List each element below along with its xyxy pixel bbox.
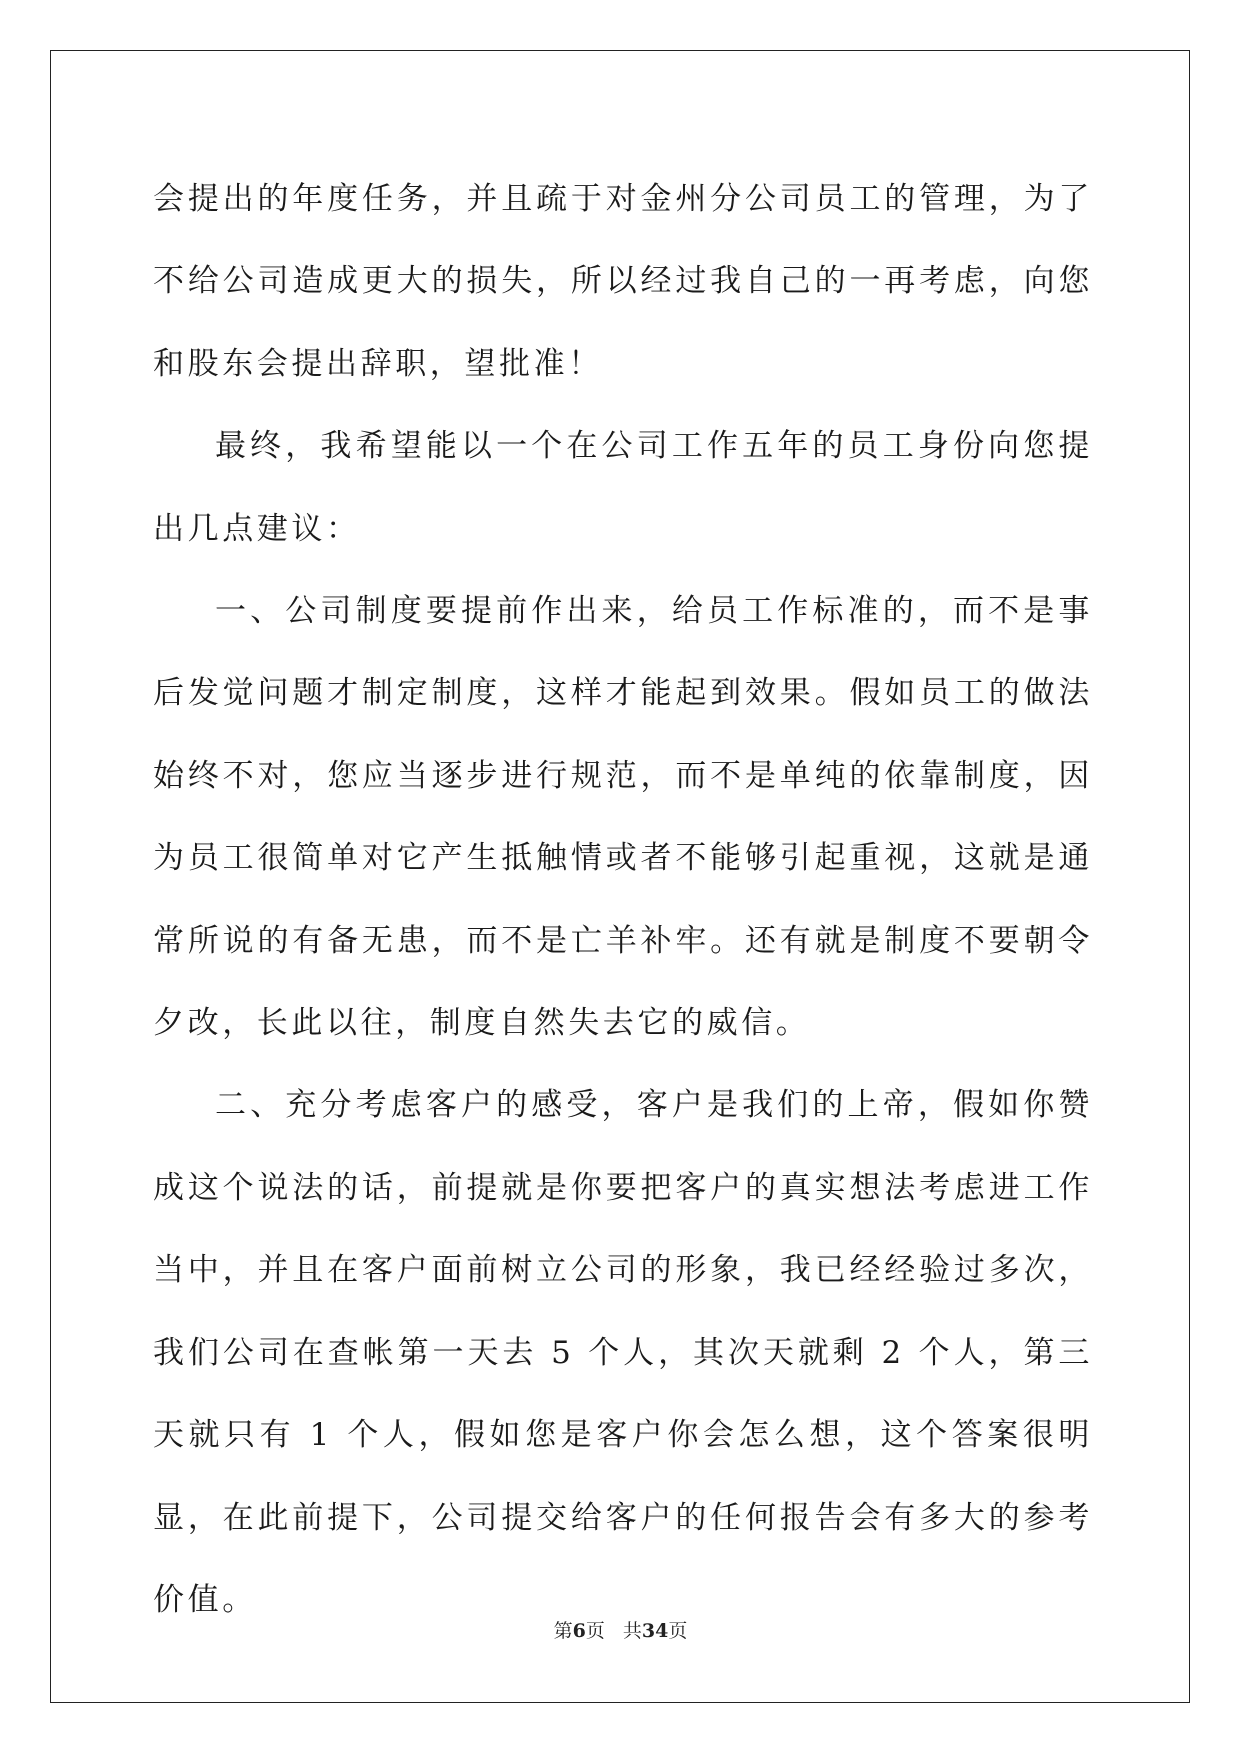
paragraph-2: 最终，我希望能以一个在公司工作五年的员工身份向您提出几点建议：: [153, 428, 1093, 547]
footer-page-prefix: 第: [553, 1620, 573, 1642]
footer-total-suffix: 页: [668, 1620, 688, 1642]
document-body: [153, 158, 1093, 1641]
footer-page-number: 6: [572, 1620, 586, 1642]
paragraph-3: 一、公司制度要提前作出来，给员工作标准的，而不是事后发觉问题才制定制度，这样才能起到效果。假如员工的做法始终不对，您应当逐步进行规范，而不是单纯的依靠制度，因为员工很简单对它产生抵触情或者不能够引起重视，这就是通常所说的有备无患，而不是亡羊补牢。还有就是制度不要朝令夕改，长此以往，制度自然失去它的威信。: [153, 593, 1093, 1042]
footer-total-pages: 34: [641, 1620, 669, 1642]
footer-total-prefix: 共: [622, 1620, 642, 1642]
page-footer: [0, 1619, 1241, 1643]
paragraph-4: 二、充分考虑客户的感受，客户是我们的上帝，假如你赞成这个说法的话，前提就是你要把客户的真实想法考虑进工作当中，并且在客户面前树立公司的形象，我已经经验过多次，我们公司在查帐第一天去 5 个人，其次天就剩 2 个人，第三天就只有 1 个人，假如您是客户你会怎么想，这个答案很明显，在此前提下，公司提交给客户的任何报告会有多大的参考价值。: [153, 1087, 1093, 1618]
paragraph-1: 会提出的年度任务，并且疏于对金州分公司员工的管理，为了不给公司造成更大的损失，所以经过我自己的一再考虑，向您和股东会提出辞职，望批准！: [153, 181, 1093, 382]
footer-page-suffix: 页: [585, 1620, 605, 1642]
